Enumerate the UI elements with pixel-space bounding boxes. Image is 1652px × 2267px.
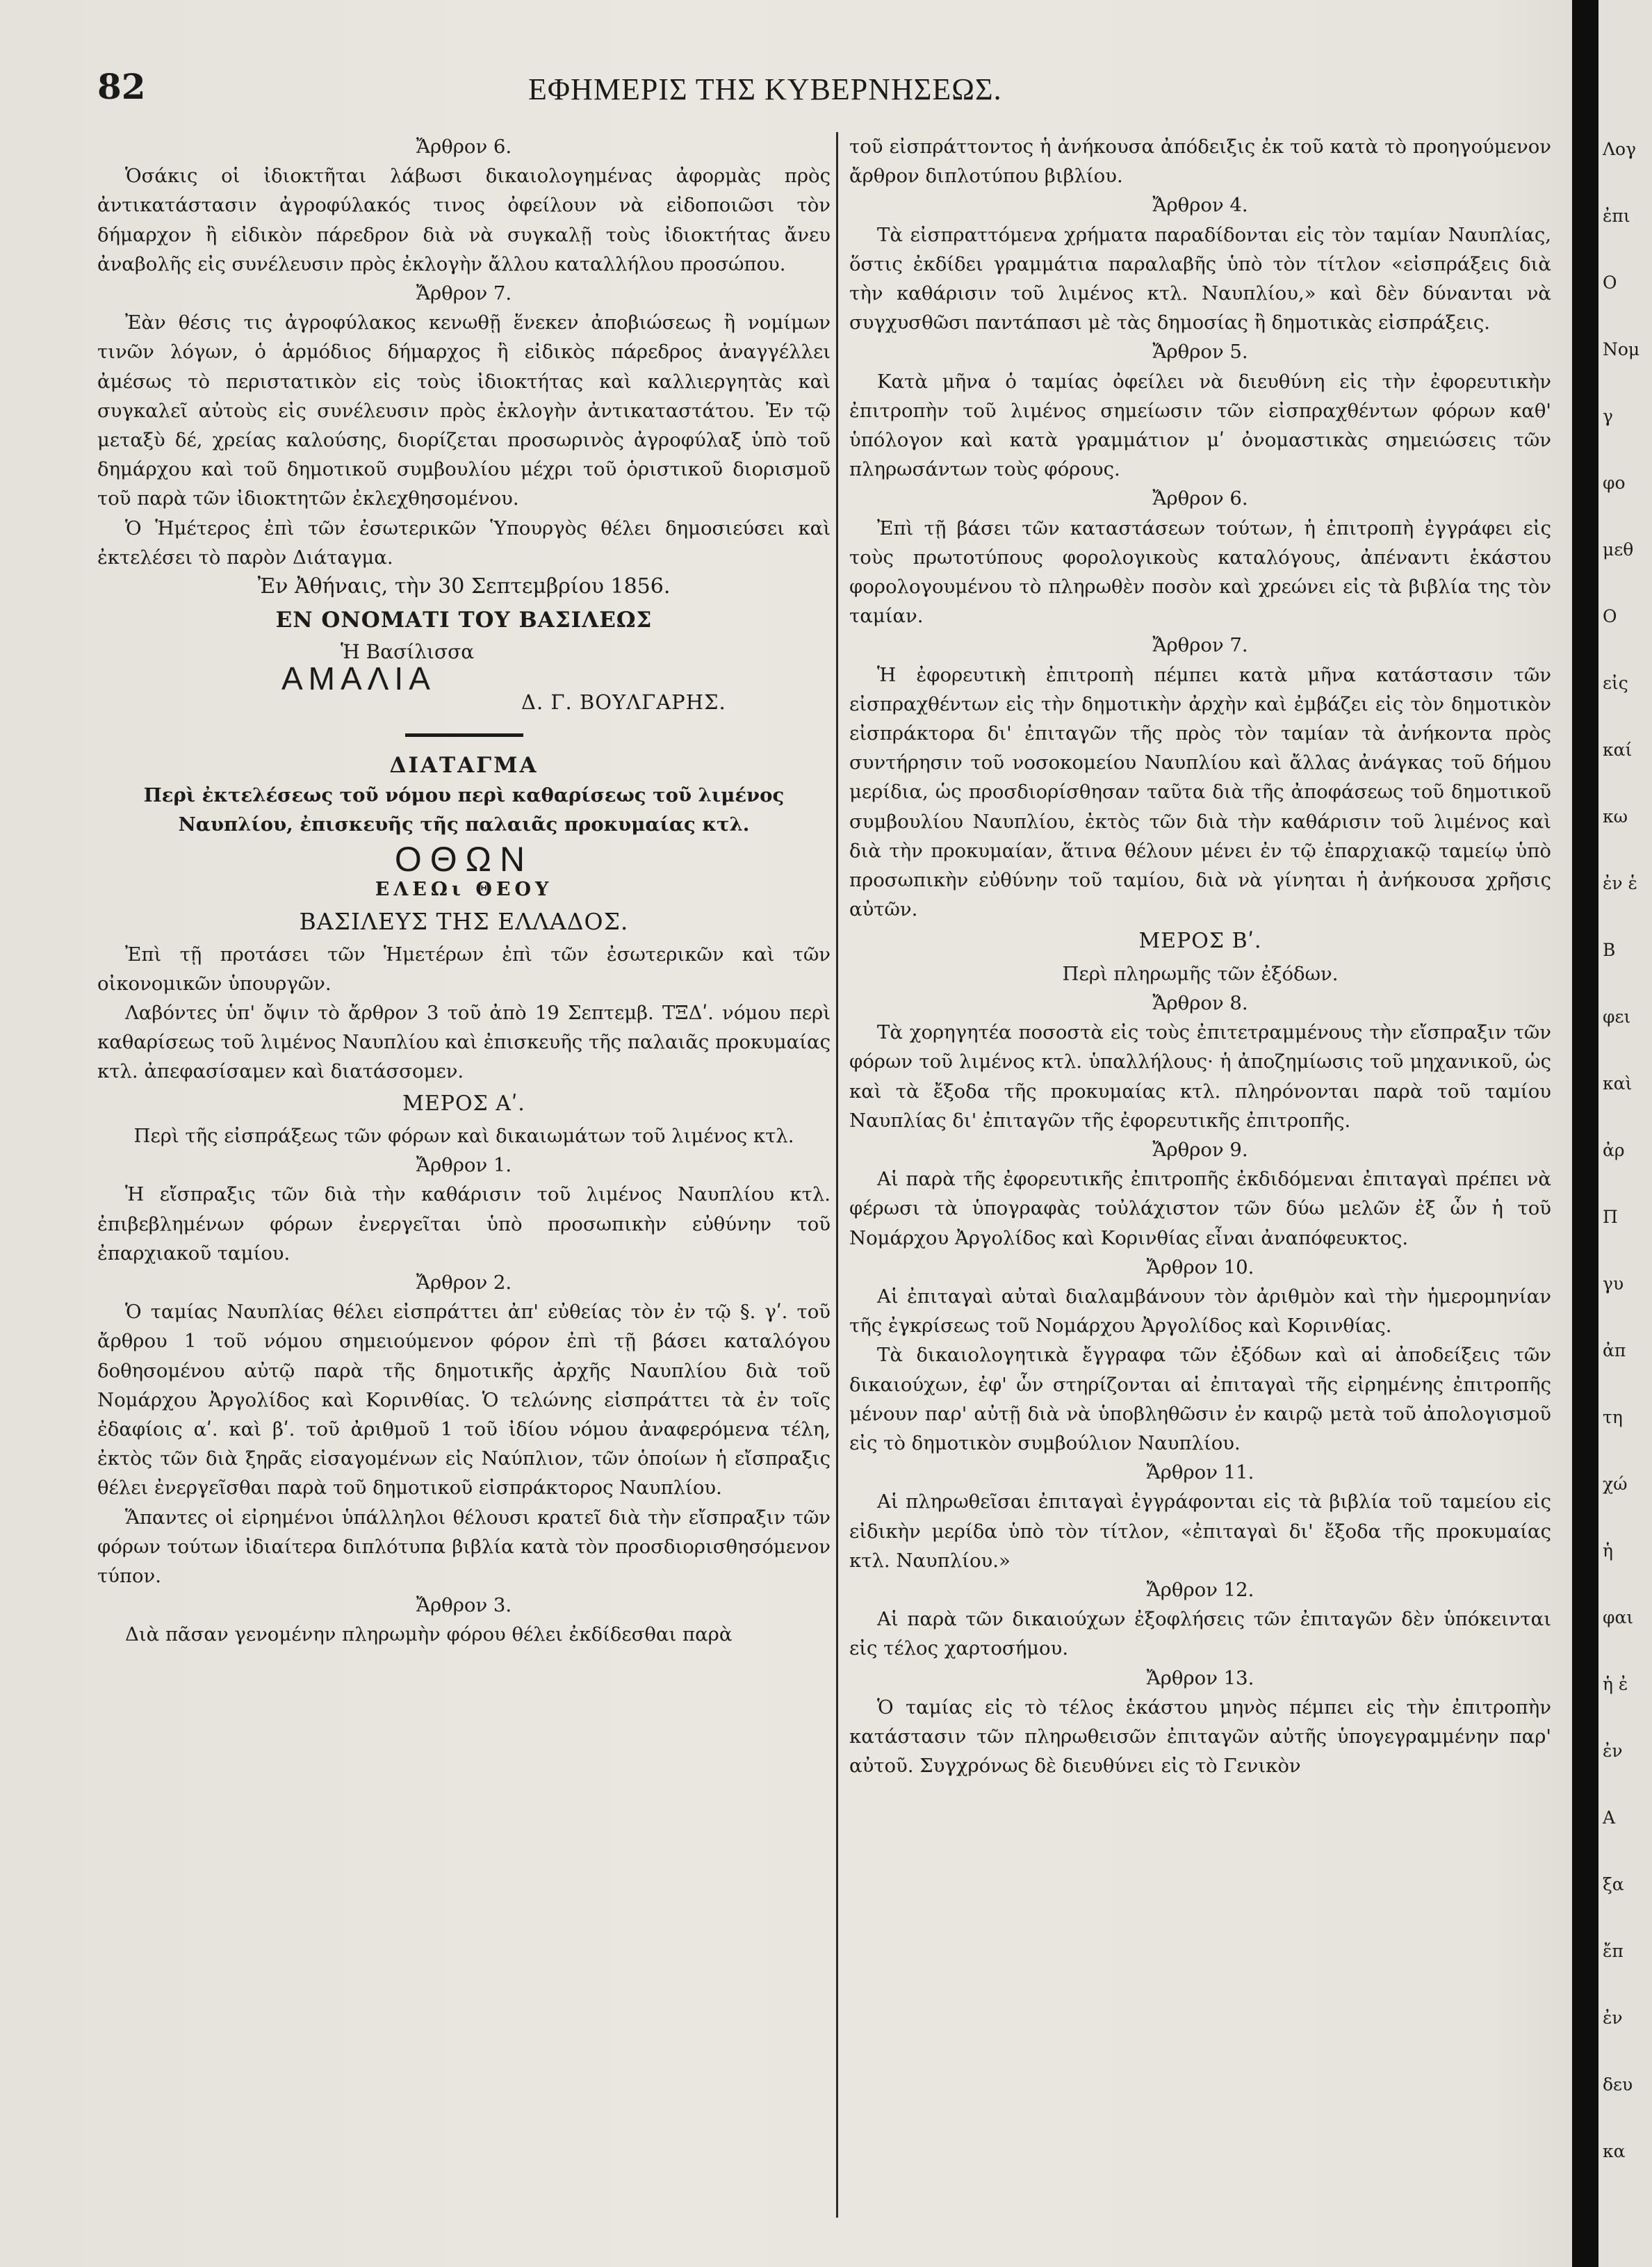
next-page-fragment: ἔπ xyxy=(1603,1941,1624,1961)
queen-name: ΑΜΑΛΙΑ xyxy=(281,660,436,697)
article-text: Κατὰ μῆνα ὁ ταμίας ὀφείλει νὰ διευθύνη εἰς τὴν ἐφορευτικὴν ἐπιτροπὴν τοῦ λιμένος σημείωσιν τῶν εἰσπραχθέντων φόρων καθ' ὑπόλογον καὶ κατὰ γραμμάτιον μʹ ὀνομαστικὰς σημειώσεις τῶν πληρωσάντων τοὺς φόρους. xyxy=(849,370,1551,481)
next-page-fragment: εἰς xyxy=(1603,673,1628,693)
part-b-heading: ΜΕΡΟΣ Βʹ. xyxy=(1138,929,1262,954)
next-page-fragment: Ο xyxy=(1603,273,1617,293)
by-grace-heading: ΕΛΕΩι ΘΕΟΥ xyxy=(375,879,553,901)
left-column xyxy=(97,132,831,1650)
signature-block xyxy=(97,637,831,721)
next-page-fragment: δευ xyxy=(1603,2074,1633,2095)
article-text: Αἱ παρὰ τῆς ἐφορευτικῆς ἐπιτροπῆς ἐκδιδόμεναι ἐπιταγαὶ πρέπει νὰ φέρωσι τὰ ὑπογραφὰς τοὐλάχιστον τῶν δύω μελῶν ἐξ ὧν ἡ τοῦ Νομάρχου Ἀργολίδος καὶ Κορινθίας εἶναι ἀναπόφευκτος. xyxy=(849,1168,1551,1249)
next-page-fragment: φο xyxy=(1603,473,1626,493)
article-text: Διὰ πᾶσαν γενομένην πληρωμὴν φόρου θέλει ἐκδίδεσθαι παρὰ xyxy=(125,1623,733,1646)
next-page-fragment: κα xyxy=(1603,2141,1626,2161)
section-divider xyxy=(405,733,523,737)
next-page-fragment: ἐν xyxy=(1603,1741,1623,1761)
article-title: Ἄρθρον 6. xyxy=(1152,487,1248,510)
article-title: Ἄρθρον 8. xyxy=(1152,991,1248,1014)
king-name: ΟΘΩΝ xyxy=(394,840,534,879)
considering-text: Λαβόντες ὑπ' ὄψιν τὸ ἄρθρον 3 τοῦ ἀπὸ 19 Σεπτεμβ. ΤΞΔʹ. νόμου περὶ καθαρίσεως τοῦ λιμένος Ναυπλίου καὶ ἐπισκευῆς τῆς παλαιᾶς προκυμαίας κτλ. ἀπεφασίσαμεν καὶ διατάσσομεν. xyxy=(97,1002,831,1083)
next-page-fragment: ἀρ xyxy=(1603,1140,1625,1160)
part-a-heading: ΜΕΡΟΣ Αʹ. xyxy=(402,1091,525,1116)
next-page-fragment: ἀπ xyxy=(1603,1340,1626,1360)
page-number: 82 xyxy=(97,66,146,107)
next-page-fragment: μεθ xyxy=(1603,539,1634,560)
article-text: Ὁ ταμίας Ναυπλίας θέλει εἰσπράττει ἀπ' εὐθείας τὸν ἐν τῷ §. γʹ. τοῦ ἄρθρου 1 τοῦ νόμου σημειούμενον φόρον ἐπὶ τῇ βάσει καταλόγου δοθησομένου αὐτῷ παρὰ τῆς δημοτικῆς ἀρχῆς Ναυπλίου διὰ τοῦ Νομάρχου Ἀργολίδος καὶ Κορινθίας. Ὁ τελώνης εἰσπράττει τὰ ἐν τοῖς ἐδαφίοις αʹ. καὶ βʹ. τοῦ ἀριθμοῦ 1 τοῦ ἰδίου νόμου ἀναφερόμενα τέλη, ἐκτὸς τῶν διὰ ξηρᾶς εἰσαγομένων εἰς Ναύπλιον, τῶν ὁποίων ἡ εἴσπραξις θέλει ἐνεργεῖσθαι παρὰ τοῦ δημοτικοῦ εἰσπράκτορος Ναυπλίου. xyxy=(97,1301,831,1500)
article-text: Ὁσάκις οἱ ἰδιοκτῆται λάβωσι δικαιολογημένας ἀφορμὰς πρὸς ἀντικατάστασιν ἀγροφύλακός τινος ὀφείλουν νὰ εἰδοποιῶσι τὸν δήμαρχον ἢ εἰδικὸν πάρεδρον διὰ νὰ συγκαλῇ τοὺς ἰδιοκτήτας ἄνευ ἀναβολῆς εἰς συνέλευσιν πρὸς ἐκλογὴν ἄλλου καταλλήλου προσώπου. xyxy=(97,165,831,275)
right-column xyxy=(849,132,1551,1780)
queen-title: Ἡ Βασίλισσα xyxy=(341,640,475,664)
article-text: Αἱ παρὰ τῶν δικαιούχων ἐξοφλήσεις τῶν ἐπιταγῶν δὲν ὑπόκεινται εἰς τέλος χαρτοσήμου. xyxy=(849,1608,1551,1660)
article-title: Ἄρθρον 5. xyxy=(1152,341,1248,364)
proposal-text: Ἐπὶ τῇ προτάσει τῶν Ἡμετέρων ἐπὶ τῶν ἐσωτερικῶν καὶ τῶν οἰκονομικῶν ὑπουργῶν. xyxy=(97,943,831,995)
part-b-subject: Περὶ πληρωμῆς τῶν ἐξόδων. xyxy=(1062,962,1339,985)
article-title: Ἄρθρον 6. xyxy=(416,136,512,158)
king-title: ΒΑΣΙΛΕΥΣ ΤΗΣ ΕΛΛΑΔΟΣ. xyxy=(299,908,629,936)
article-title: Ἄρθρον 11. xyxy=(1146,1461,1254,1484)
part-a-subject: Περὶ τῆς εἰσπράξεως τῶν φόρων καὶ δικαιωμάτων τοῦ λιμένος κτλ. xyxy=(133,1124,794,1147)
article-text: Ἐὰν θέσις τις ἀγροφύλακος κενωθῇ ἕνεκεν ἀποβιώσεως ἢ νομίμων τινῶν λόγων, ὁ ἁρμόδιος δήμαρχος ἢ εἰδικὸς πάρεδρος ἀναγγέλλει ἀμέσως τὸ περιστατικὸν εἰς τοὺς ἰδιοκτήτας καὶ καλλιεργητὰς καὶ συγκαλεῖ αὐτοὺς εἰς συνέλευσιν πρὸς ἐκλογὴν ἀντικαταστάτου. Ἐν τῷ μεταξὺ δέ, χρείας καλούσης, διορίζεται προσωρινὸς ἀγροφύλαξ ὑπὸ τοῦ δημάρχου καὶ τοῦ δημοτικοῦ συμβουλίου μέχρι τοῦ ὁριστικοῦ διορισμοῦ τοῦ παρὰ τῶν ἰδιοκτητῶν ἐκλεχθησομένου. xyxy=(97,311,831,510)
next-page-fragment: χώ xyxy=(1603,1474,1628,1494)
next-page-fragment: ἐν xyxy=(1603,2008,1623,2028)
next-page-fragment: ξα xyxy=(1603,1874,1624,1894)
next-page-fragment: Α xyxy=(1603,1807,1616,1828)
article-text: Ἅπαντες οἱ εἰρημένοι ὑπάλληλοι θέλουσι κρατεῖ διὰ τὴν εἴσπραξιν τῶν φόρων τούτων ἰδιαίτερα διπλότυπα βιβλία κατὰ τὸν προσδιορισθησόμενον τύπον. xyxy=(97,1506,831,1587)
article-text: Αἱ πληρωθεῖσαι ἐπιταγαὶ ἐγγράφονται εἰς τὰ βιβλία τοῦ ταμείου εἰς εἰδικὴν μερίδα ὑπὸ τὸν τίτλον, «ἐπιταγαὶ δι' ἔξοδα τῆς προκυμαίας κτλ. Ναυπλίου.» xyxy=(849,1490,1551,1572)
article-text-continued: τοῦ εἰσπράττοντος ἡ ἀνήκουσα ἀπόδειξις ἐκ τοῦ κατὰ τὸ προηγούμενον ἄρθρον διπλοτύπου βιβλίου. xyxy=(849,136,1551,188)
article-title: Ἄρθρον 13. xyxy=(1146,1666,1254,1689)
book-spine xyxy=(1572,0,1598,2267)
article-title: Ἄρθρον 7. xyxy=(416,282,512,305)
next-page-fragment: Π xyxy=(1603,1207,1618,1227)
article-text: Ἐπὶ τῇ βάσει τῶν καταστάσεων τούτων, ἡ ἐπιτροπὴ ἐγγράφει εἰς τοὺς πρωτοτύπους φορολογικοὺς καταλόγους, ἀπέναντι ἑκάστου φορολογουμένου τὸ πληρωθὲν ποσὸν καὶ χρεώνει εἰς τὰ βιβλία της τὸν ταμίαν. xyxy=(849,517,1551,628)
article-title: Ἄρθρον 12. xyxy=(1146,1578,1254,1601)
next-page-fragment: γ xyxy=(1603,406,1613,426)
article-title: Ἄρθρον 2. xyxy=(416,1271,512,1294)
next-page-fragment: καὶ xyxy=(1603,1073,1633,1094)
article-title: Ἄρθρον 9. xyxy=(1152,1138,1248,1161)
article-title: Ἄρθρον 1. xyxy=(416,1154,512,1177)
article-text: Αἱ ἐπιταγαὶ αὐταὶ διαλαμβάνουν τὸν ἀριθμὸν καὶ τὴν ἡμερομηνίαν τῆς ἐγκρίσεως τοῦ Νομάρχου Ἀργολίδος καὶ Κορινθίας. xyxy=(849,1285,1551,1338)
next-page-fragment: ἡ xyxy=(1603,1541,1613,1561)
next-page-fragment: φει xyxy=(1603,1007,1631,1027)
article-text: Τὰ εἰσπραττόμενα χρήματα παραδίδονται εἰς τὸν ταμίαν Ναυπλίας, ὅστις ἐκδίδει γραμμάτια παραλαβῆς ὑπὸ τὸν τίτλον «εἰσπράξεις διὰ τὴν καθάρισιν τοῦ λιμένος κτλ. Ναυπλίου,» καὶ δὲν δύνανται νὰ συγχυσθῶσι παντάπασι μὲ τὰς δημοσίας ἢ δημοτικὰς εἰσπράξεις. xyxy=(849,223,1551,334)
next-page-fragment: Νομ xyxy=(1603,339,1640,359)
next-page-fragment: τη xyxy=(1603,1407,1623,1427)
article-text: Ἡ ἐφορευτικὴ ἐπιτροπὴ πέμπει κατὰ μῆνα κατάστασιν τῶν εἰσπραχθέντων εἰς τὴν δημοτικὴν ἀρχὴν καὶ ἐμβάζει εἰς τὸν δημοτικὸν εἰσπράκτορα δι' ἐπιταγῶν τῆς πρὸς τὸν ταμίαν τὰ ἀνήκοντα πρὸς συντήρησιν τοῦ νοσοκομείου Ναυπλίου καὶ ἄλλας ἀνάγκας τοῦ δήμου μερίδια, ὡς προσδιορίσθησαν ταῦτα διὰ τῆς ἀποφάσεως τοῦ δημοτικοῦ συμβουλίου Ναυπλίου, ἐκτὸς τῶν διὰ τὴν καθάρισιν τοῦ λιμένος καὶ διὰ τὴν προκυμαίαν, ἅτινα θέλουν μένει ἐν τῷ ἐπαρχιακῷ ταμείῳ ὑπὸ προσωπικὴν εὐθύνην τοῦ ταμίου, διὰ νὰ γίνηται ἡ ἀνήκουσα χρῆσις αὐτῶν. xyxy=(849,663,1551,921)
next-page-fragment: ἐν ἑ xyxy=(1603,873,1637,893)
article-title: Ἄρθρον 3. xyxy=(416,1594,512,1617)
article-title: Ἄρθρον 10. xyxy=(1146,1256,1254,1278)
article-text: Τὰ χορηγητέα ποσοστὰ εἰς τοὺς ἐπιτετραμμένους τὴν εἴσπραξιν τῶν φόρων τοῦ λιμένος κτλ. ὑπαλλήλους· ἡ ἀποζημίωσις τοῦ μηχανικοῦ, ὡς καὶ τὰ ἔξοδα τῆς προκυμαίας κτλ. πληρόνονται παρὰ τοῦ ταμίου Ναυπλίας δι' ἐπιταγῶν τῆς ἐφορευτικῆς ἐπιτροπῆς. xyxy=(849,1021,1551,1132)
article-title: Ἄρθρον 4. xyxy=(1152,194,1248,217)
date-line: Ἐν Ἀθήναις, τὴν 30 Σεπτεμβρίου 1856. xyxy=(257,574,671,599)
next-page-fragment: Ο xyxy=(1603,606,1617,626)
in-the-name-heading: ΕΝ ΟΝΟΜΑΤΙ ΤΟΥ ΒΑΣΙΛΕΩΣ xyxy=(275,608,653,633)
next-page-fragment: Λογ xyxy=(1603,139,1637,159)
next-page-fragment: κω xyxy=(1603,806,1628,827)
next-page-fragment: γυ xyxy=(1603,1274,1624,1294)
next-page-fragment: φαι xyxy=(1603,1607,1634,1627)
closing-text: Ὁ Ἡμέτερος ἐπὶ τῶν ἐσωτερικῶν Ὑπουργὸς θέλει δημοσιεύσει καὶ ἐκτελέσει τὸ παρὸν Διάταγμα. xyxy=(97,517,831,569)
adjacent-page-edge xyxy=(1598,0,1652,2267)
decree-heading: ΔΙΑΤΑΓΜΑ xyxy=(389,753,539,779)
minister-signature: Δ. Γ. ΒΟΥΛΓΑΡΗΣ. xyxy=(521,690,726,715)
decree-subject: Περὶ ἐκτελέσεως τοῦ νόμου περὶ καθαρίσεως τοῦ λιμένος Ναυπλίου, ἐπισκευῆς τῆς παλαιᾶς προκυμαίας κτλ. xyxy=(143,783,785,836)
next-page-fragment: ἡ ἐ xyxy=(1603,1674,1628,1694)
article-title: Ἄρθρον 7. xyxy=(1152,634,1248,657)
article-text: Ἡ εἴσπραξις τῶν διὰ τὴν καθάρισιν τοῦ λιμένος Ναυπλίου κτλ. ἐπιβεβλημένων φόρων ἐνεργεῖται ὑπὸ προσωπικὴν εὐθύνην τοῦ ἐπαρχιακοῦ ταμίου. xyxy=(97,1183,831,1265)
article-text: Τὰ δικαιολογητικὰ ἔγγραφα τῶν ἐξόδων καὶ αἱ ἀποδείξεις τῶν δικαιούχων, ἐφ' ὧν στηρίζονται αἱ ἐπιταγαὶ τῆς εἰρημένης ἐπιτροπῆς μένουν παρ' αὐτῇ διὰ νὰ ὑποβληθῶσιν ἐν καιρῷ μετὰ τοῦ ἀπολογισμοῦ εἰς τὸ δημοτικὸν συμβούλιον Ναυπλίου. xyxy=(849,1344,1551,1454)
page-header xyxy=(97,66,1529,129)
column-rule xyxy=(836,132,838,2218)
next-page-fragment: Β xyxy=(1603,940,1616,960)
article-text: Ὁ ταμίας εἰς τὸ τέλος ἑκάστου μηνὸς πέμπει εἰς τὴν ἐπιτροπὴν κατάστασιν τῶν πληρωθεισῶν ἐπιταγῶν αὐτῆς ὑπογεγραμμένην παρ' αὐτοῦ. Συγχρόνως δὲ διευθύνει εἰς τὸ Γενικὸν xyxy=(849,1696,1551,1778)
next-page-fragment: καί xyxy=(1603,740,1633,760)
next-page-fragment: ἐπι xyxy=(1603,206,1630,226)
running-head: ΕΦΗΜΕΡΙΣ ΤΗΣ ΚΥΒΕΡΝΗΣΕΩΣ. xyxy=(528,72,1002,106)
